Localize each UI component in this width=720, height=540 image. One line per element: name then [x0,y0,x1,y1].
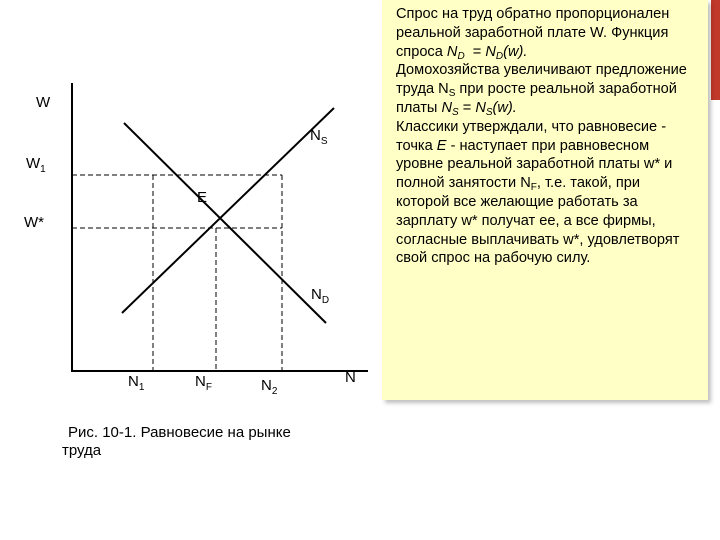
note-p2-end: (w). [492,99,517,116]
n2-label: $N_2$ [261,377,278,397]
note-p1: Спрос на труд обратно пропорционален реальной заработной плате W. Функция спроса [396,6,670,60]
note-p3-c: , т.е. такой, при которой все желающие работать за зарплату w* получат ее, а все фирмы, согласные выплачивать w*, удовлетворят свой спрос на рабочую силу. [396,175,680,267]
supply-curve-label: $N_S$ [310,127,328,147]
note-ns-sub: S [452,106,459,118]
supply-curve [122,108,334,313]
equilibrium-label: E [197,189,208,206]
nf-label: $N_F$ [195,373,212,393]
figure-caption [62,424,362,460]
note-nd-base: N [446,43,458,60]
caption-line-1: Рис. 10-1. Равновесие на рынке [68,424,291,441]
note-p3-e: E [436,137,447,154]
demand-curve [124,123,326,323]
x-axis-label: N [345,369,356,386]
labor-market-diagram [0,0,380,420]
y-axis-label: W [36,94,51,111]
note-nd2-sub: D [495,50,504,62]
accent-bar [711,0,720,100]
note-p3: Классики утверждали, что равновесие - точка [396,118,667,154]
note-p2-eq: = [458,99,476,116]
w-star-label: W* [24,214,44,231]
note-p2-sub: S [448,88,456,100]
note-ns2-sub: S [485,106,493,118]
note-p3-sub: F [530,182,537,194]
note-nd-sub: D [457,50,465,62]
demand-curve-label: $N_D$ [311,286,330,306]
explanation-note [382,0,708,400]
note-p2: Домохозяйства увеличивают предложение труда N [396,62,687,98]
note-p1-end: (w). [503,43,528,60]
caption-line-2: труда [62,442,102,459]
note-ns2-base: N [475,99,486,116]
w1-label: $W_1$ [26,155,46,175]
note-p3-b: - наступает при равновесном уровне реальной заработной платы w* и полной занятости N [396,137,673,192]
note-nd2-base: N [485,43,496,60]
note-p2-b: при росте реальной заработной платы [396,81,677,116]
n1-label: $N_1$ [128,373,145,393]
note-eq: = [464,43,486,60]
note-ns-base: N [441,99,452,116]
